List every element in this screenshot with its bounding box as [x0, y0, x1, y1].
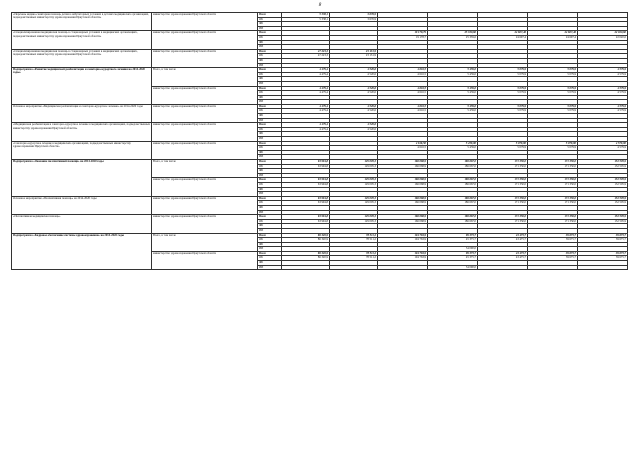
- amount-cell: 43 475,7: [478, 251, 528, 256]
- amount-cell: 171 350,0: [478, 164, 528, 169]
- amount-cell: 152 505,9: [578, 182, 628, 187]
- amount-cell: 5 079,9: [478, 104, 528, 109]
- funding-source-cell: ИИ: [258, 81, 282, 86]
- funding-source-cell: ФБ: [258, 58, 282, 63]
- budget-table-body: [12, 13, 628, 270]
- amount-cell: 5 079,9: [478, 109, 528, 114]
- amount-cell: 166 068,9: [378, 196, 428, 201]
- amount-cell: 63 994,8: [282, 215, 330, 220]
- amount-cell: 4 579,9: [578, 146, 628, 151]
- amount-cell: 129 005,3: [330, 182, 378, 187]
- amount-cell: 39 675,7: [578, 233, 628, 238]
- amount-cell: 22 020,6: [578, 35, 628, 40]
- funding-source-cell: Всего: [258, 160, 282, 165]
- funding-source-cell: ОБ: [258, 17, 282, 22]
- amount-cell: 5 459,0: [428, 104, 478, 109]
- amount-cell: 39 675,7: [578, 251, 628, 256]
- funding-source-cell: ФБ: [258, 114, 282, 119]
- executor-cell: министерство здравоохранения Иркутской области: [152, 31, 258, 49]
- funding-source-cell: ОБ: [258, 54, 282, 59]
- funding-source-cell: ИИ: [258, 137, 282, 142]
- amount-cell: 5 079,9: [528, 109, 578, 114]
- funding-source-cell: ОБ: [258, 219, 282, 224]
- amount-cell: 43 475,7: [478, 233, 528, 238]
- funding-source-cell: ФБ: [258, 95, 282, 100]
- amount-cell: 63 994,8: [282, 219, 330, 224]
- amount-cell: 5 079,9: [528, 146, 578, 151]
- executor-cell: Всего, в том числе: [152, 233, 258, 251]
- funding-source-cell: ОБ: [258, 109, 282, 114]
- funding-source-cell: ОБ: [258, 164, 282, 169]
- amount-cell: 39 675,7: [578, 238, 628, 243]
- amount-cell: 3 676,9: [330, 13, 378, 18]
- program-name-cell: Основное мероприятие «Паллиативная помощь» на 2014-2020 годы: [12, 196, 152, 214]
- funding-source-cell: Всего: [258, 233, 282, 238]
- funding-source-cell: ОБ: [258, 35, 282, 40]
- amount-cell: 5 079,90: [478, 141, 528, 146]
- funding-source-cell: ФБ: [258, 150, 282, 155]
- amount-cell: [330, 265, 378, 270]
- program-name-cell: Подпрограмма «Оказание паллиативной помощи» на 2014-2020 годы: [12, 160, 152, 197]
- amount-cell: 171 350,0: [478, 201, 528, 206]
- funding-source-cell: Всего: [258, 251, 282, 256]
- executor-cell: министерство здравоохранения Иркутской области: [152, 215, 258, 233]
- page-number: 8: [318, 3, 322, 8]
- amount-cell: 63 994,8: [282, 196, 330, 201]
- amount-cell: 5 459,0: [428, 86, 478, 91]
- funding-source-cell: ФБ: [258, 205, 282, 210]
- amount-cell: [378, 265, 428, 270]
- amount-cell: 99 375,7: [428, 233, 478, 238]
- program-name-cell: «Специализированная медицинская помощь в стационарных условиях в медицинских организациях, подведомственных министерству здравоохранения Иркутской области»: [12, 31, 152, 49]
- amount-cell: 3 676,9: [330, 17, 378, 22]
- amount-cell: 5 459,0: [428, 68, 478, 73]
- amount-cell: [528, 265, 578, 270]
- amount-cell: 4 520,6: [330, 91, 378, 96]
- amount-cell: 4 479,4: [282, 86, 330, 91]
- amount-cell: 4 616,5: [378, 146, 428, 151]
- amount-cell: 5 079,90: [528, 141, 578, 146]
- amount-cell: 45 375,7: [428, 238, 478, 243]
- budget-table: [11, 12, 628, 270]
- funding-source-cell: ИИ: [258, 265, 282, 270]
- program-name-cell: Подпрограмма «Развитие медицинской реабилитации и санаторно-курортного лечения на 2014-2020 годы»: [12, 68, 152, 105]
- program-name-cell: «Перечень медико-санитарная помощь детям в амбулаторных условиях в детских медицинских организациях, подведомственных министерству здравоохранения Иркутской области»: [12, 13, 152, 31]
- amount-cell: 4 579,9: [578, 91, 628, 96]
- funding-source-cell: ОБ: [258, 72, 282, 77]
- amount-cell: 152 505,9: [578, 196, 628, 201]
- executor-cell: министерство здравоохранения Иркутской области: [152, 251, 258, 269]
- amount-cell: 45 375,7: [428, 256, 478, 261]
- amount-cell: 25 339,6: [428, 35, 478, 40]
- amount-cell: 186 667,0: [428, 178, 478, 183]
- funding-source-cell: ИИ: [258, 100, 282, 105]
- amount-cell: 152 505,9: [578, 215, 628, 220]
- executor-cell: министерство здравоохранения Иркутской области: [152, 86, 258, 104]
- funding-source-cell: ОБ: [258, 238, 282, 243]
- amount-cell: 47 223,3: [282, 49, 330, 54]
- amount-cell: 152 505,9: [578, 164, 628, 169]
- amount-cell: 4 479,4: [282, 68, 330, 73]
- amount-cell: 5 459,0: [428, 72, 478, 77]
- amount-cell: 4 479,4: [282, 109, 330, 114]
- funding-source-cell: Всего: [258, 86, 282, 91]
- amount-cell: 5 079,9: [528, 91, 578, 96]
- amount-cell: 4 579,9: [578, 109, 628, 114]
- program-name-cell: «Специализированная медицинская помощь в стационарных условиях в медицинских организациях, подведомственных министерству здравоохранения Иркутской области»: [12, 49, 152, 67]
- amount-cell: 104 763,9: [378, 251, 428, 256]
- amount-cell: 5 079,9: [478, 146, 528, 151]
- amount-cell: 86 320,9: [282, 238, 330, 243]
- funding-source-cell: Всего: [258, 141, 282, 146]
- funding-source-cell: ФБ: [258, 169, 282, 174]
- amount-cell: 4 479,4: [282, 123, 330, 128]
- funding-source-cell: ИИ: [258, 26, 282, 31]
- amount-cell: 5 459,0: [428, 146, 478, 151]
- amount-cell: 5 338,1: [282, 17, 330, 22]
- amount-cell: 171 350,0: [528, 160, 578, 165]
- funding-source-cell: ФБ: [258, 261, 282, 266]
- amount-cell: [478, 265, 528, 270]
- amount-cell: 4 579,90: [578, 141, 628, 146]
- amount-cell: 4 579,9: [578, 72, 628, 77]
- amount-cell: 104 763,9: [378, 238, 428, 243]
- amount-cell: 5 079,9: [478, 72, 528, 77]
- amount-cell: 186 667,0: [428, 164, 478, 169]
- amount-cell: 129 005,3: [330, 164, 378, 169]
- amount-cell: 166 068,9: [378, 182, 428, 187]
- funding-source-cell: ОБ: [258, 201, 282, 206]
- amount-cell: 171 350,0: [478, 215, 528, 220]
- amount-cell: 4 616,5: [378, 86, 428, 91]
- amount-cell: 186 667,0: [428, 201, 478, 206]
- funding-source-cell: ФБ: [258, 187, 282, 192]
- program-name-cell: Основное мероприятие «Медицинская реабилитация и санаторно-курортное лечение» на 2014-2020 годы: [12, 104, 152, 122]
- program-name-cell: «Медицинская реабилитация и санаторно-курортное лечение в медицинских организациях, подведомственных министерству здравоохранения Иркутской области»: [12, 123, 152, 141]
- amount-cell: 129 005,3: [330, 219, 378, 224]
- amount-cell: 54 000,0: [428, 247, 478, 252]
- amount-cell: 19 178,7: [378, 35, 428, 40]
- amount-cell: 39 675,7: [578, 256, 628, 261]
- amount-cell: 171 350,0: [528, 196, 578, 201]
- funding-source-cell: Всего: [258, 178, 282, 183]
- amount-cell: 24 607,46: [478, 31, 528, 36]
- amount-cell: 171 350,0: [478, 178, 528, 183]
- funding-source-cell: Всего: [258, 196, 282, 201]
- amount-cell: 129 005,3: [330, 160, 378, 165]
- amount-cell: 24 607,46: [528, 31, 578, 36]
- funding-source-cell: ИИ: [258, 192, 282, 197]
- amount-cell: 43 475,7: [478, 238, 528, 243]
- funding-source-cell: ОБ: [258, 256, 282, 261]
- amount-cell: 4 479,4: [282, 72, 330, 77]
- amount-cell: 78 511,2: [330, 238, 378, 243]
- amount-cell: 104 763,9: [378, 256, 428, 261]
- amount-cell: 39 675,7: [528, 251, 578, 256]
- amount-cell: 43 475,7: [478, 256, 528, 261]
- amount-cell: 129 005,3: [330, 196, 378, 201]
- amount-cell: 166 068,9: [378, 201, 428, 206]
- amount-cell: 5 079,9: [528, 68, 578, 73]
- amount-cell: 171 350,0: [528, 182, 578, 187]
- amount-cell: 4 520,6: [330, 123, 378, 128]
- funding-source-cell: Всего: [258, 31, 282, 36]
- amount-cell: 186 667,0: [428, 160, 478, 165]
- executor-cell: министерство здравоохранения Иркутской области: [152, 104, 258, 122]
- amount-cell: 23 131,9: [330, 54, 378, 59]
- amount-cell: 129 005,3: [330, 178, 378, 183]
- funding-source-cell: ИИ: [258, 63, 282, 68]
- amount-cell: 4 520,6: [330, 127, 378, 132]
- amount-cell: 5 079,9: [478, 86, 528, 91]
- amount-cell: 152 505,9: [578, 201, 628, 206]
- amount-cell: 23 131,9: [330, 49, 378, 54]
- amount-cell: 5 459,00: [428, 141, 478, 146]
- amount-cell: 129 005,3: [330, 215, 378, 220]
- amount-cell: 78 511,2: [330, 233, 378, 238]
- amount-cell: 54 000,0: [428, 265, 478, 270]
- amount-cell: 166 068,9: [378, 219, 428, 224]
- amount-cell: 171 350,0: [478, 219, 528, 224]
- amount-cell: 166 068,9: [378, 178, 428, 183]
- funding-source-cell: ОБ: [258, 127, 282, 132]
- amount-cell: 186 667,0: [428, 196, 478, 201]
- amount-cell: 4 520,6: [330, 86, 378, 91]
- amount-cell: 39 675,7: [528, 256, 578, 261]
- amount-cell: 63 994,8: [282, 178, 330, 183]
- amount-cell: 104 763,9: [378, 233, 428, 238]
- funding-source-cell: Всего: [258, 215, 282, 220]
- amount-cell: 152 505,9: [578, 219, 628, 224]
- funding-source-cell: ОБ: [258, 146, 282, 151]
- amount-cell: 86 320,9: [282, 256, 330, 261]
- amount-cell: 25 339,60: [428, 31, 478, 36]
- funding-source-cell: ИИ: [258, 45, 282, 50]
- program-name-cell: «Санаторно-курортное лечение в медицинских организациях, подведомственных министерству здравоохранения Иркутской области»: [12, 141, 152, 159]
- amount-cell: 186 667,0: [428, 182, 478, 187]
- amount-cell: 4 616,5: [378, 104, 428, 109]
- amount-cell: 186 667,0: [428, 215, 478, 220]
- amount-cell: 171 350,0: [528, 178, 578, 183]
- amount-cell: 166 068,9: [378, 160, 428, 165]
- funding-source-cell: ОБ: [258, 182, 282, 187]
- amount-cell: 5 338,1: [282, 13, 330, 18]
- amount-cell: 4 616,5: [378, 72, 428, 77]
- amount-cell: 186 667,0: [428, 219, 478, 224]
- amount-cell: 4 479,4: [282, 127, 330, 132]
- amount-cell: 63 994,8: [282, 160, 330, 165]
- amount-cell: 171 350,0: [528, 201, 578, 206]
- amount-cell: 171 350,0: [528, 215, 578, 220]
- executor-cell: Всего, в том числе: [152, 160, 258, 178]
- funding-source-cell: Всего: [258, 68, 282, 73]
- funding-source-cell: ИИ: [258, 247, 282, 252]
- amount-cell: 78 511,2: [330, 256, 378, 261]
- amount-cell: 166 068,9: [378, 164, 428, 169]
- amount-cell: 5 459,0: [428, 109, 478, 114]
- amount-cell: 166 068,9: [378, 215, 428, 220]
- executor-cell: министерство здравоохранения Иркутской области: [152, 123, 258, 141]
- executor-cell: министерство здравоохранения Иркутской области: [152, 141, 258, 159]
- funding-source-cell: ИИ: [258, 118, 282, 123]
- executor-cell: министерство здравоохранения Иркутской области: [152, 13, 258, 31]
- amount-cell: 4 520,6: [330, 109, 378, 114]
- amount-cell: 5 079,9: [528, 86, 578, 91]
- amount-cell: 4 616,50: [378, 141, 428, 146]
- amount-cell: 171 350,0: [478, 160, 528, 165]
- amount-cell: 4 520,6: [330, 104, 378, 109]
- amount-cell: 63 994,8: [282, 164, 330, 169]
- funding-source-cell: ФБ: [258, 22, 282, 27]
- funding-source-cell: ИИ: [258, 155, 282, 160]
- amount-cell: 86 320,9: [282, 233, 330, 238]
- amount-cell: 47 223,3: [282, 54, 330, 59]
- amount-cell: 4 520,6: [330, 68, 378, 73]
- funding-source-cell: Всего: [258, 123, 282, 128]
- amount-cell: 4 479,4: [282, 91, 330, 96]
- amount-cell: 86 320,9: [282, 251, 330, 256]
- amount-cell: 5 079,9: [528, 72, 578, 77]
- amount-cell: 4 616,5: [378, 68, 428, 73]
- executor-cell: министерство здравоохранения Иркутской области: [152, 196, 258, 214]
- amount-cell: 5 079,9: [478, 68, 528, 73]
- amount-cell: 171 350,0: [478, 196, 528, 201]
- funding-source-cell: ИИ: [258, 228, 282, 233]
- program-name-cell: «Паллиативная медицинская помощь»: [12, 215, 152, 233]
- amount-cell: 24 607,4: [478, 35, 528, 40]
- amount-cell: 152 505,9: [578, 160, 628, 165]
- funding-source-cell: ИИ: [258, 173, 282, 178]
- executor-cell: Всего, в том числе: [152, 68, 258, 86]
- amount-cell: 129 005,3: [330, 201, 378, 206]
- amount-cell: 5 079,9: [528, 104, 578, 109]
- amount-cell: [578, 265, 628, 270]
- amount-cell: 5 459,0: [428, 91, 478, 96]
- amount-cell: 24 607,4: [528, 35, 578, 40]
- funding-source-cell: ИИ: [258, 210, 282, 215]
- funding-source-cell: ОБ: [258, 91, 282, 96]
- executor-cell: министерство здравоохранения Иркутской области: [152, 49, 258, 67]
- funding-source-cell: ФБ: [258, 40, 282, 45]
- program-name-cell: Подпрограмма «Кадровое обеспечение системы здравоохранения» на 2014-2020 годы: [12, 233, 152, 270]
- amount-cell: 22 020,60: [578, 31, 628, 36]
- amount-cell: 99 375,7: [428, 251, 478, 256]
- amount-cell: 4 616,5: [378, 109, 428, 114]
- amount-cell: [282, 265, 330, 270]
- funding-source-cell: ФБ: [258, 132, 282, 137]
- amount-cell: 39 675,7: [528, 233, 578, 238]
- amount-cell: 152 505,9: [578, 178, 628, 183]
- funding-source-cell: Всего: [258, 104, 282, 109]
- amount-cell: 4 579,9: [578, 86, 628, 91]
- amount-cell: 63 994,8: [282, 182, 330, 187]
- executor-cell: министерство здравоохранения Иркутской области: [152, 178, 258, 196]
- amount-cell: 39 675,7: [528, 238, 578, 243]
- amount-cell: 4 579,9: [578, 104, 628, 109]
- amount-cell: 19 178,79: [378, 31, 428, 36]
- funding-source-cell: ФБ: [258, 224, 282, 229]
- funding-source-cell: Всего: [258, 49, 282, 54]
- funding-source-cell: ФБ: [258, 77, 282, 82]
- amount-cell: 4 616,5: [378, 91, 428, 96]
- amount-cell: 4 579,9: [578, 68, 628, 73]
- amount-cell: 78 511,2: [330, 251, 378, 256]
- amount-cell: 63 994,8: [282, 201, 330, 206]
- funding-source-cell: Всего: [258, 13, 282, 18]
- amount-cell: 4 520,6: [330, 72, 378, 77]
- amount-cell: 171 350,0: [528, 164, 578, 169]
- amount-cell: 5 079,9: [478, 91, 528, 96]
- funding-source-cell: ФБ: [258, 242, 282, 247]
- amount-cell: 4 479,4: [282, 104, 330, 109]
- amount-cell: 171 350,0: [478, 182, 528, 187]
- amount-cell: 171 350,0: [528, 219, 578, 224]
